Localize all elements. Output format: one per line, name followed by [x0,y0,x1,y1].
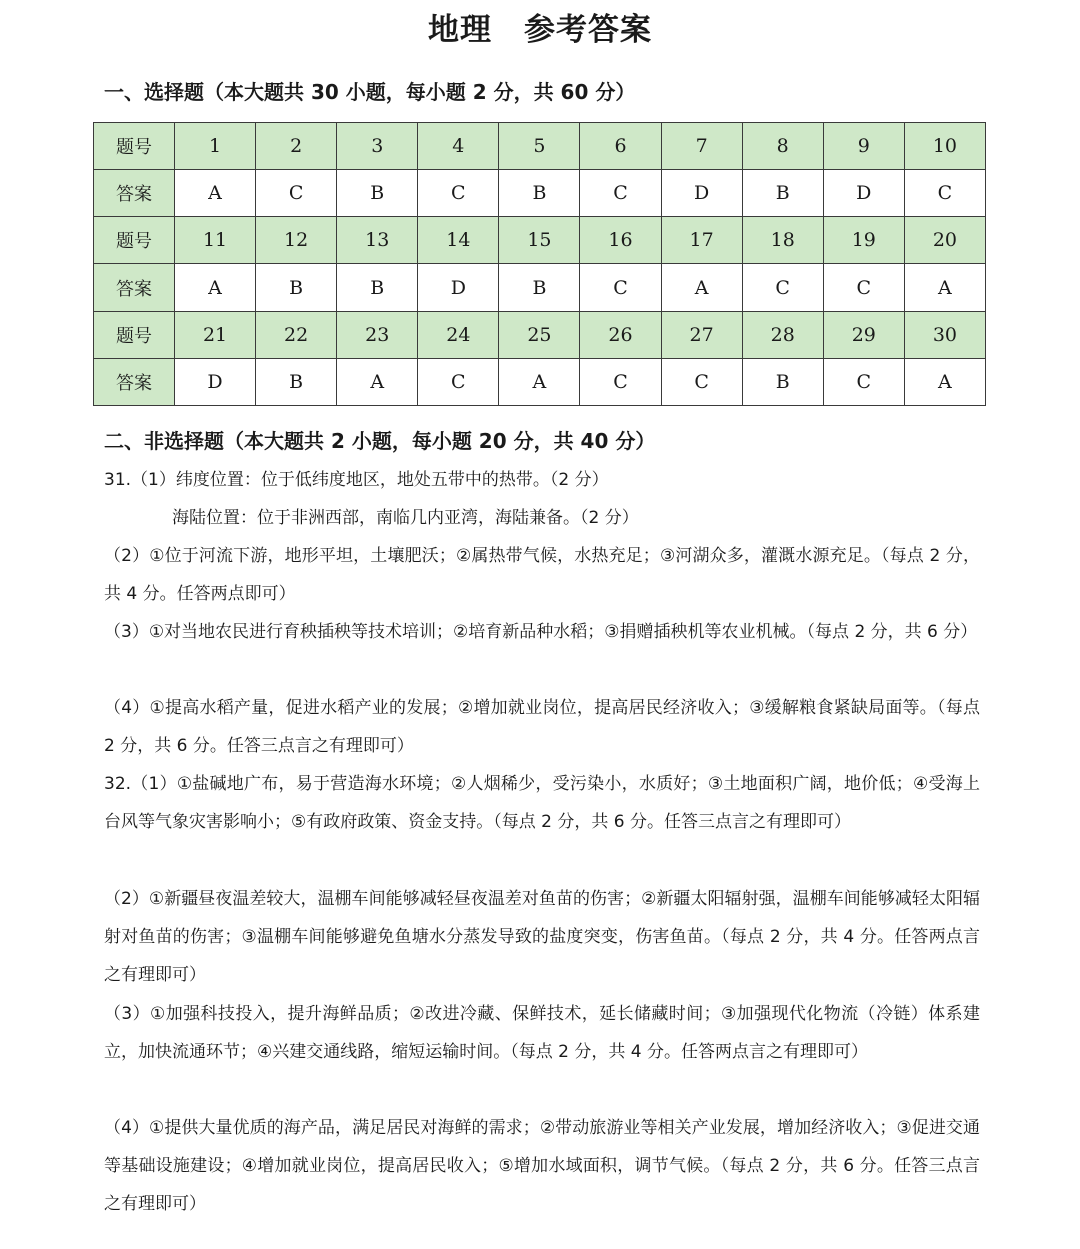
q31-part2: （2）①位于河流下游，地形平坦，土壤肥沃；②属热带气候，水热充足；③河湖众多，灌溉水源充足。（每点 2 分，共 4 分。任答两点即可） [104,546,980,604]
question-number-cell: 20 [904,217,985,264]
question-number-cell: 8 [742,123,823,170]
question-number-cell: 21 [175,311,256,358]
answer-table [93,122,986,406]
answer-cell: C [742,264,823,311]
answer-cell: B [499,170,580,217]
question-number-cell: 17 [661,217,742,264]
page-title: 地理 参考答案 [428,12,652,48]
question-number-label: 题号 [94,123,175,170]
answer-cell: A [175,264,256,311]
answer-cell: C [418,358,499,405]
question-number-cell: 19 [823,217,904,264]
question-number-cell: 5 [499,123,580,170]
answer-cell: A [904,358,985,405]
question-number-cell: 2 [256,123,337,170]
answer-cell: B [256,264,337,311]
answer-label: 答案 [94,170,175,217]
answer-row [94,264,986,311]
q32-part2: （2）①新疆昼夜温差较大，温棚车间能够减轻昼夜温差对鱼苗的伤害；②新疆太阳辐射强，温棚车间能够减轻太阳辐射对鱼苗的伤害；③温棚车间能够避免鱼塘水分蒸发导致的盐度突变，伤害鱼苗。（每点 2 分，共 4 分。任答两点言之有理即可） [104,889,980,985]
question-number-cell: 3 [337,123,418,170]
question-number-row [94,217,986,264]
answer-cell: C [580,264,661,311]
question-number-cell: 13 [337,217,418,264]
q31-part1-latitude: 31.（1）纬度位置：位于低纬度地区，地处五带中的热带。（2 分） [104,470,609,490]
q31-part4: （4）①提高水稻产量，促进水稻产业的发展；②增加就业岗位，提高居民经济收入；③缓解粮食紧缺局面等。（每点 2 分，共 6 分。任答三点言之有理即可） [104,698,980,756]
answer-cell: A [904,264,985,311]
question-number-cell: 26 [580,311,661,358]
question-number-cell: 10 [904,123,985,170]
answer-cell: C [580,170,661,217]
answer-label: 答案 [94,264,175,311]
question-number-cell: 11 [175,217,256,264]
q32-part3: （3）①加强科技投入，提升海鲜品质；②改进冷藏、保鲜技术，延长储藏时间；③加强现代化物流（冷链）体系建立，加快流通环节；④兴建交通线路，缩短运输时间。（每点 2 分，共 4 分。任答两点言之有理即可） [104,1004,980,1062]
question-number-cell: 14 [418,217,499,264]
answer-cell: B [337,170,418,217]
answer-cell: B [499,264,580,311]
question-number-cell: 7 [661,123,742,170]
answer-cell: D [418,264,499,311]
q32-part1: 32.（1）①盐碱地广布，易于营造海水环境；②人烟稀少，受污染小，水质好；③土地面积广阔，地价低；④受海上台风等气象灾害影响小；⑤有政府政策、资金支持。（每点 2 分，共 6 分。任答三点言之有理即可） [104,774,980,832]
q31-part3: （3）①对当地农民进行育秧插秧等技术培训；②培育新品种水稻；③捐赠插秧机等农业机械。（每点 2 分，共 6 分） [104,622,978,642]
question-number-cell: 16 [580,217,661,264]
question-number-cell: 23 [337,311,418,358]
answer-cell: D [175,358,256,405]
answer-cell: A [499,358,580,405]
question-number-label: 题号 [94,311,175,358]
answer-cell: C [904,170,985,217]
question-number-cell: 27 [661,311,742,358]
question-number-label: 题号 [94,217,175,264]
answer-table-body [94,123,986,406]
answer-cell: B [337,264,418,311]
answer-cell: C [580,358,661,405]
question-number-cell: 6 [580,123,661,170]
question-number-cell: 29 [823,311,904,358]
answer-cell: C [823,264,904,311]
answer-row [94,170,986,217]
answer-cell: D [823,170,904,217]
answer-row [94,358,986,405]
answer-cell: B [742,170,823,217]
answer-cell: A [337,358,418,405]
answer-cell: A [661,264,742,311]
answer-cell: C [418,170,499,217]
section2-heading: 二、非选择题（本大题共 2 小题，每小题 20 分，共 40 分） [104,429,656,453]
answer-label: 答案 [94,358,175,405]
question-number-cell: 18 [742,217,823,264]
answer-cell: B [742,358,823,405]
question-number-cell: 15 [499,217,580,264]
question-number-row [94,123,986,170]
question-number-cell: 4 [418,123,499,170]
question-number-row [94,311,986,358]
answer-cell: D [661,170,742,217]
question-number-cell: 1 [175,123,256,170]
answer-cell: C [661,358,742,405]
question-number-cell: 30 [904,311,985,358]
answer-cell: C [823,358,904,405]
question-number-cell: 28 [742,311,823,358]
section1-heading: 一、选择题（本大题共 30 小题，每小题 2 分，共 60 分） [104,80,636,104]
q31-part1-sea-land: 海陆位置：位于非洲西部，南临几内亚湾，海陆兼备。（2 分） [172,508,639,528]
question-number-cell: 25 [499,311,580,358]
question-number-cell: 22 [256,311,337,358]
answer-cell: B [256,358,337,405]
question-number-cell: 24 [418,311,499,358]
q32-part4: （4）①提供大量优质的海产品，满足居民对海鲜的需求；②带动旅游业等相关产业发展，增加经济收入；③促进交通等基础设施建设；④增加就业岗位，提高居民收入；⑤增加水域面积，调节气候。（每点 2 分，共 6 分。任答三点言之有理即可） [104,1118,980,1214]
question-number-cell: 9 [823,123,904,170]
question-number-cell: 12 [256,217,337,264]
answer-cell: C [256,170,337,217]
answer-cell: A [175,170,256,217]
